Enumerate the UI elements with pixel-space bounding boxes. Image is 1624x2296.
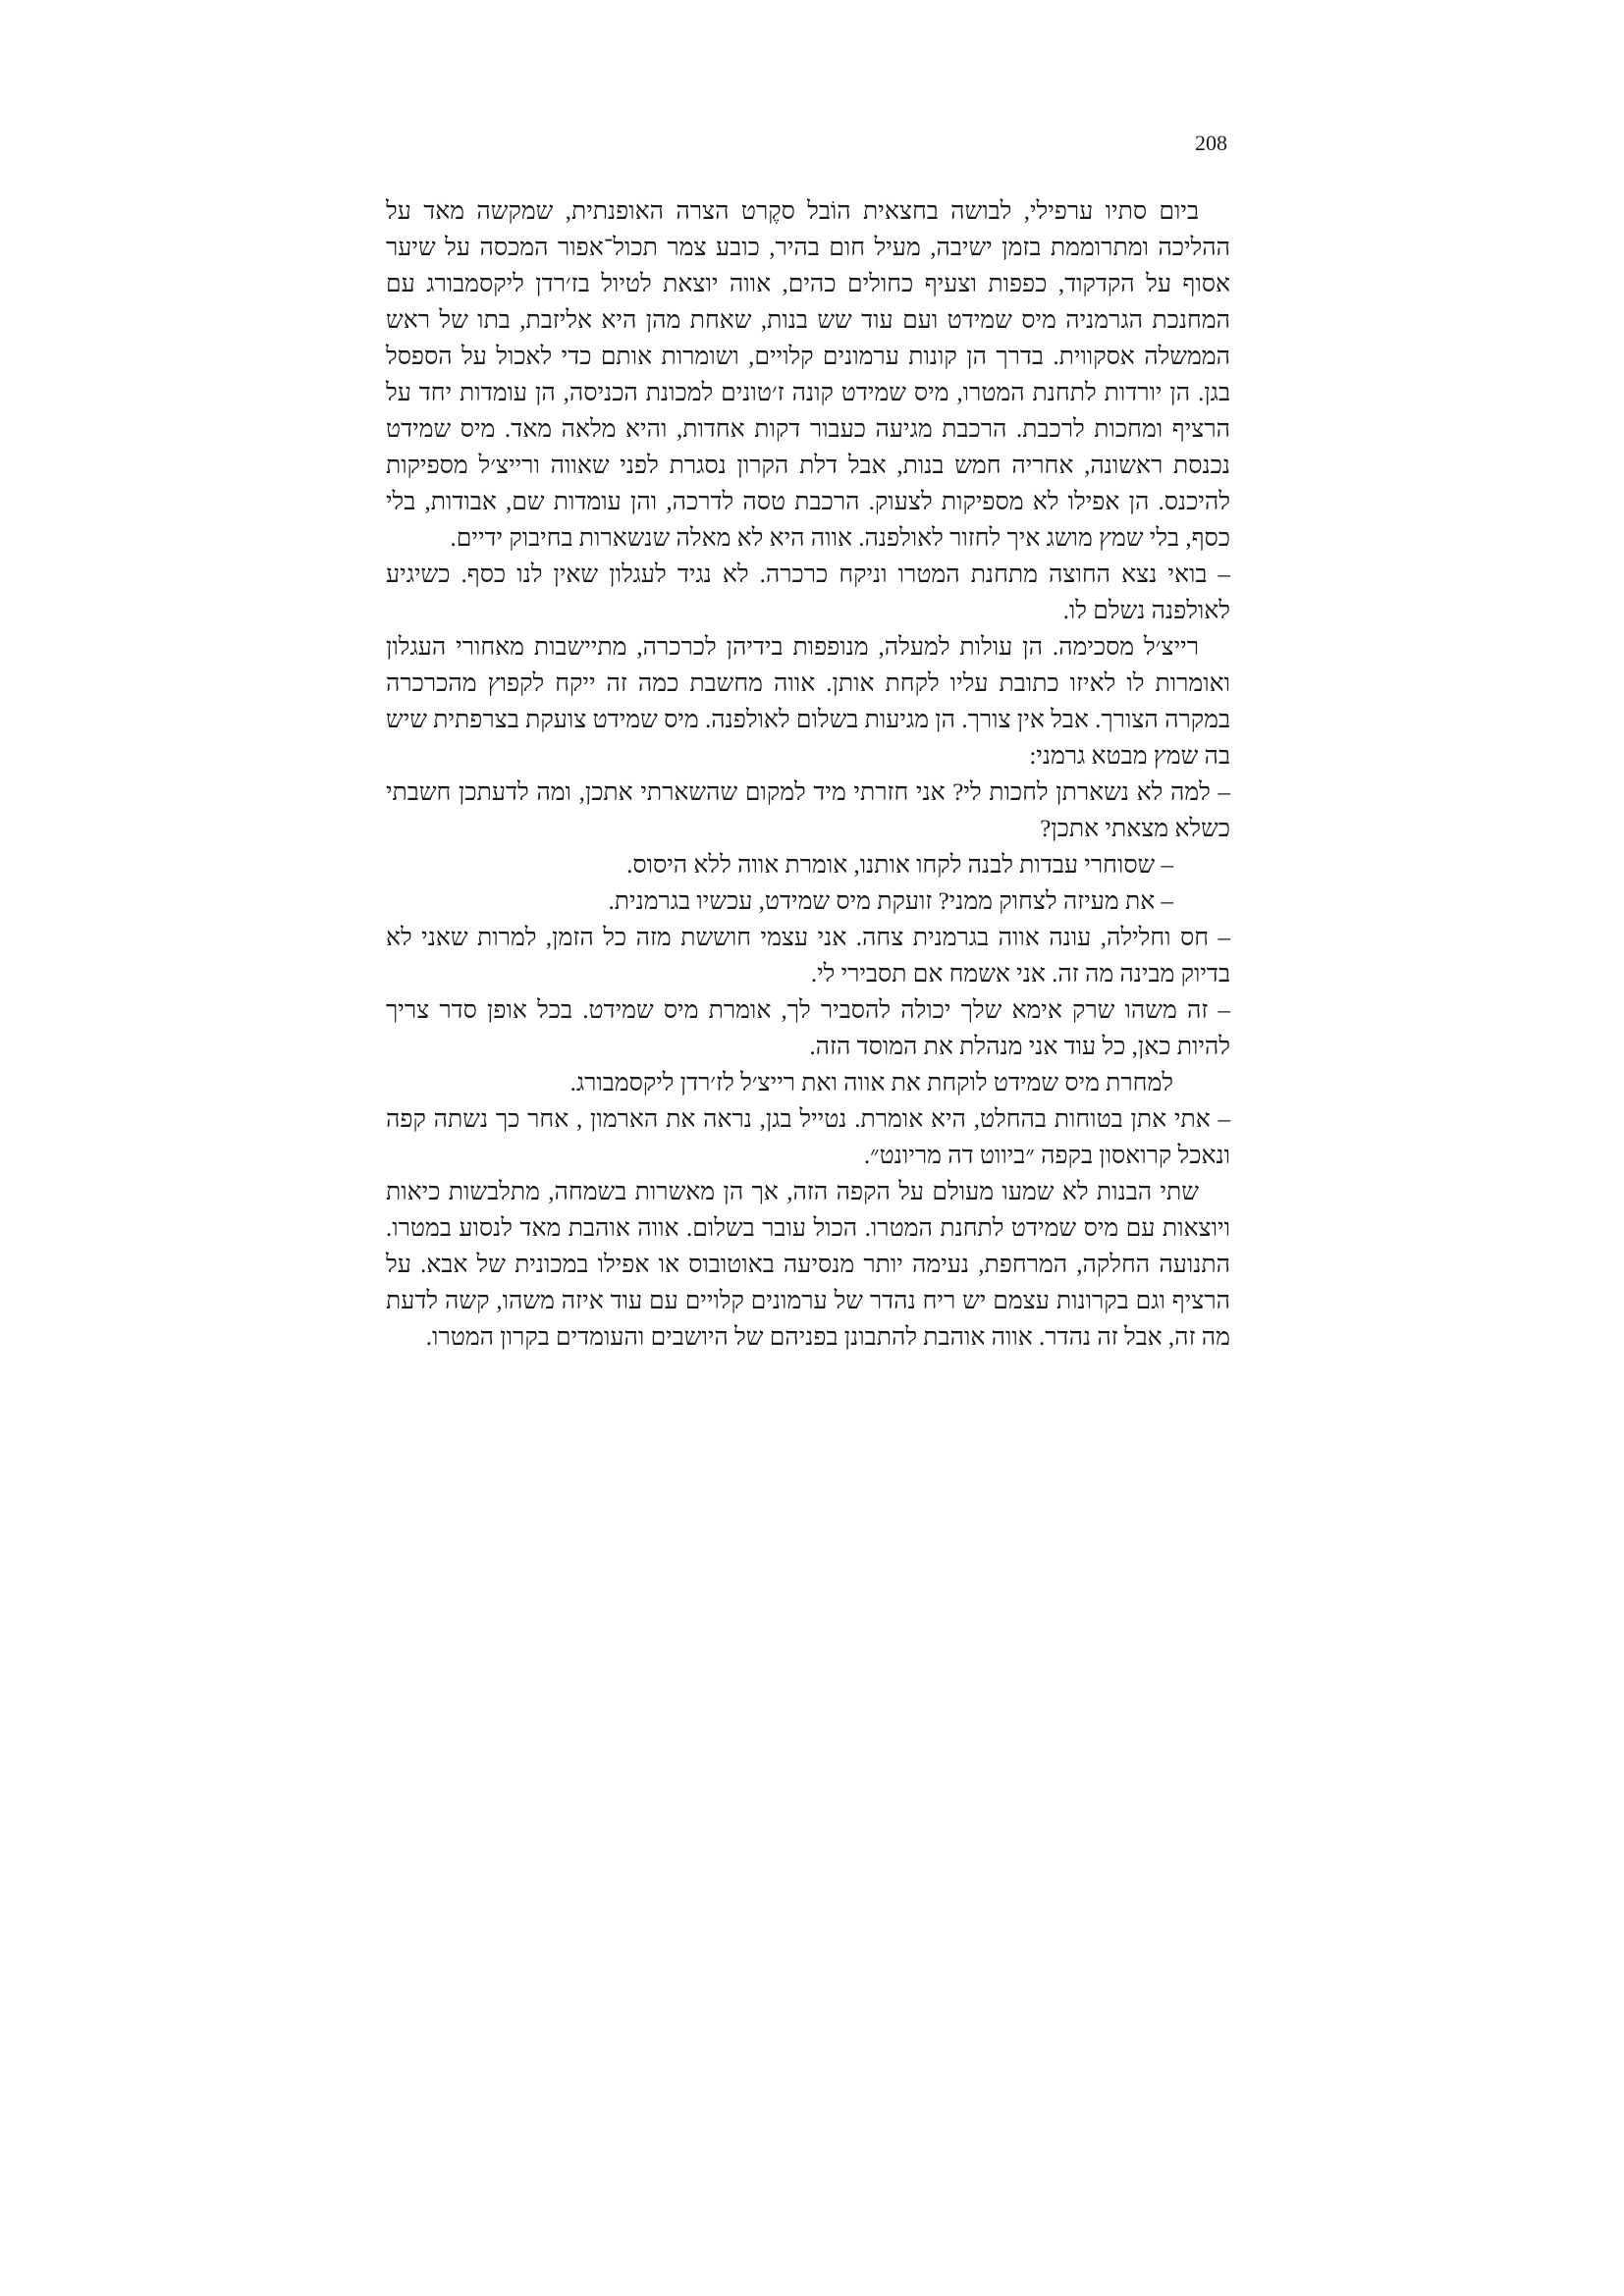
dialogue-paragraph: – זה משהו שרק אימא שלך יכולה להסביר לך, אומרת מיס שמידט. בכל אופן סדר צריך להיות כאן, כל עוד אני מנהלת את המוסד הזה. — [386, 997, 1230, 1060]
dialogue-paragraph: – את מעיזה לצחוק ממני? זועקת מיס שמידט, עכשיו בגרמנית. — [608, 888, 1173, 915]
paragraph: שתי הבנות לא שמעו מעולם על הקפה הזה, אך הן מאשרות בשמחה, מתלבשות כיאות ויוצאות עם מיס שמידט לתחנת המטרו. הכול עובר בשלום. אווה אוהבת מאד לנסוע במטרו. התנועה החלקה, המרחפת, נעימה יותר מנסיעה באוטובוס או אפילו במכונית של אבא. על הרציף וגם בקרונות עצמם יש ריח נהדר של ערמונים קלויים עם עוד איזה משהו, קשה לדעת מה זה, אבל זה נהדר. אווה אוהבת להתבונן בפניהם של היושבים והעומדים בקרון המטרו. — [386, 1179, 1230, 1351]
dialogue-paragraph: – שסוחרי עבדות לבנה לקחו אותנו, אומרת אווה ללא היסוס. — [626, 852, 1173, 879]
dialogue-paragraph: – בואי נצא החוצה מתחנת המטרו וניקח כרכרה. לא נגיד לעגלון שאין לנו כסף. כשיגיע לאולפנה נשלם לו. — [386, 561, 1230, 624]
paragraph: למחרת מיס שמידט לוקחת את אווה ואת רייצ׳ל לז׳רדן ליקסמבורג. — [569, 1070, 1173, 1096]
paragraph: ביום סתיו ערפילי, לבושה בחצאית הוֹבל סקֶרט הצרה האופנתית, שמקשה מאד על ההליכה ומתרוממת בזמן ישיבה, מעיל חום בהיר, כובע צמר תכול־אפור המכסה על שיער אסוף על הקדקוד, כפפות וצעיף כחולים כהים, אווה יוצאת לטיול בז׳רדן ליקסמבורג עם המחנכת הגרמניה מיס שמידט ועם עוד שש בנות, שאחת מהן היא אליזבת, בתו של ראש הממשלה אסקווית. בדרך הן קונות ערמונים קלויים, ושומרות אותם כדי לאכול על הספסל בגן. הן יורדות לתחנת המטרו, מיס שמידט קונה ז׳טונים למכונת הכניסה, הן עומדות יחד על הרציף ומחכות לרכבת. הרכבת מגיעה כעבור דקות אחדות, והיא מלאה מאד. מיס שמידט נכנסת ראשונה, אחריה חמש בנות, אבל דלת הקרון נסגרת לפני שאווה ורייצ׳ל מספיקות להיכנס. הן אפילו לא מספיקות לצעוק. הרכבת טסה לדרכה, והן עומדות שם, אבודות, בלי כסף, בלי שמץ מושג איך לחזור לאולפנה. אווה היא לא מאלה שנשארות בחיבוק ידיים. — [386, 198, 1230, 552]
dialogue-paragraph: – אתי אתן בטוחות בהחלט, היא אומרת. נטייל בגן, נראה את הארמון , אחר כך נשתה קפה ונאכל קרואסון בקפה ״ביווט דה מריונט״. — [386, 1106, 1230, 1169]
dialogue-paragraph: – למה לא נשארתן לחכות לי? אני חזרתי מיד למקום שהשארתי אתכן, ומה לדעתכן חשבתי כשלא מצאתי אתכן? — [386, 779, 1230, 842]
paragraph: רייצ׳ל מסכימה. הן עולות למעלה, מנופפות בידיהן לכרכרה, מתיישבות מאחורי העגלון ואומרות לו לאיזו כתובת עליו לקחת אותן. אווה מחשבת כמה זה ייקח לקפוץ מהכרכרה במקרה הצורך. אבל אין צורך. הן מגיעות בשלום לאולפנה. מיס שמידט צועקת בצרפתית שיש בה שמץ מבטא גרמני: — [386, 634, 1230, 770]
page-number: 208 — [1195, 131, 1227, 155]
dialogue-paragraph: – חס וחלילה, עונה אווה בגרמנית צחה. אני עצמי חוששת מזה כל הזמן, למרות שאני לא בדיוק מבינה מה זה. אני אשמח אם תסבירי לי. — [386, 925, 1230, 988]
body-text — [386, 193, 1230, 1356]
